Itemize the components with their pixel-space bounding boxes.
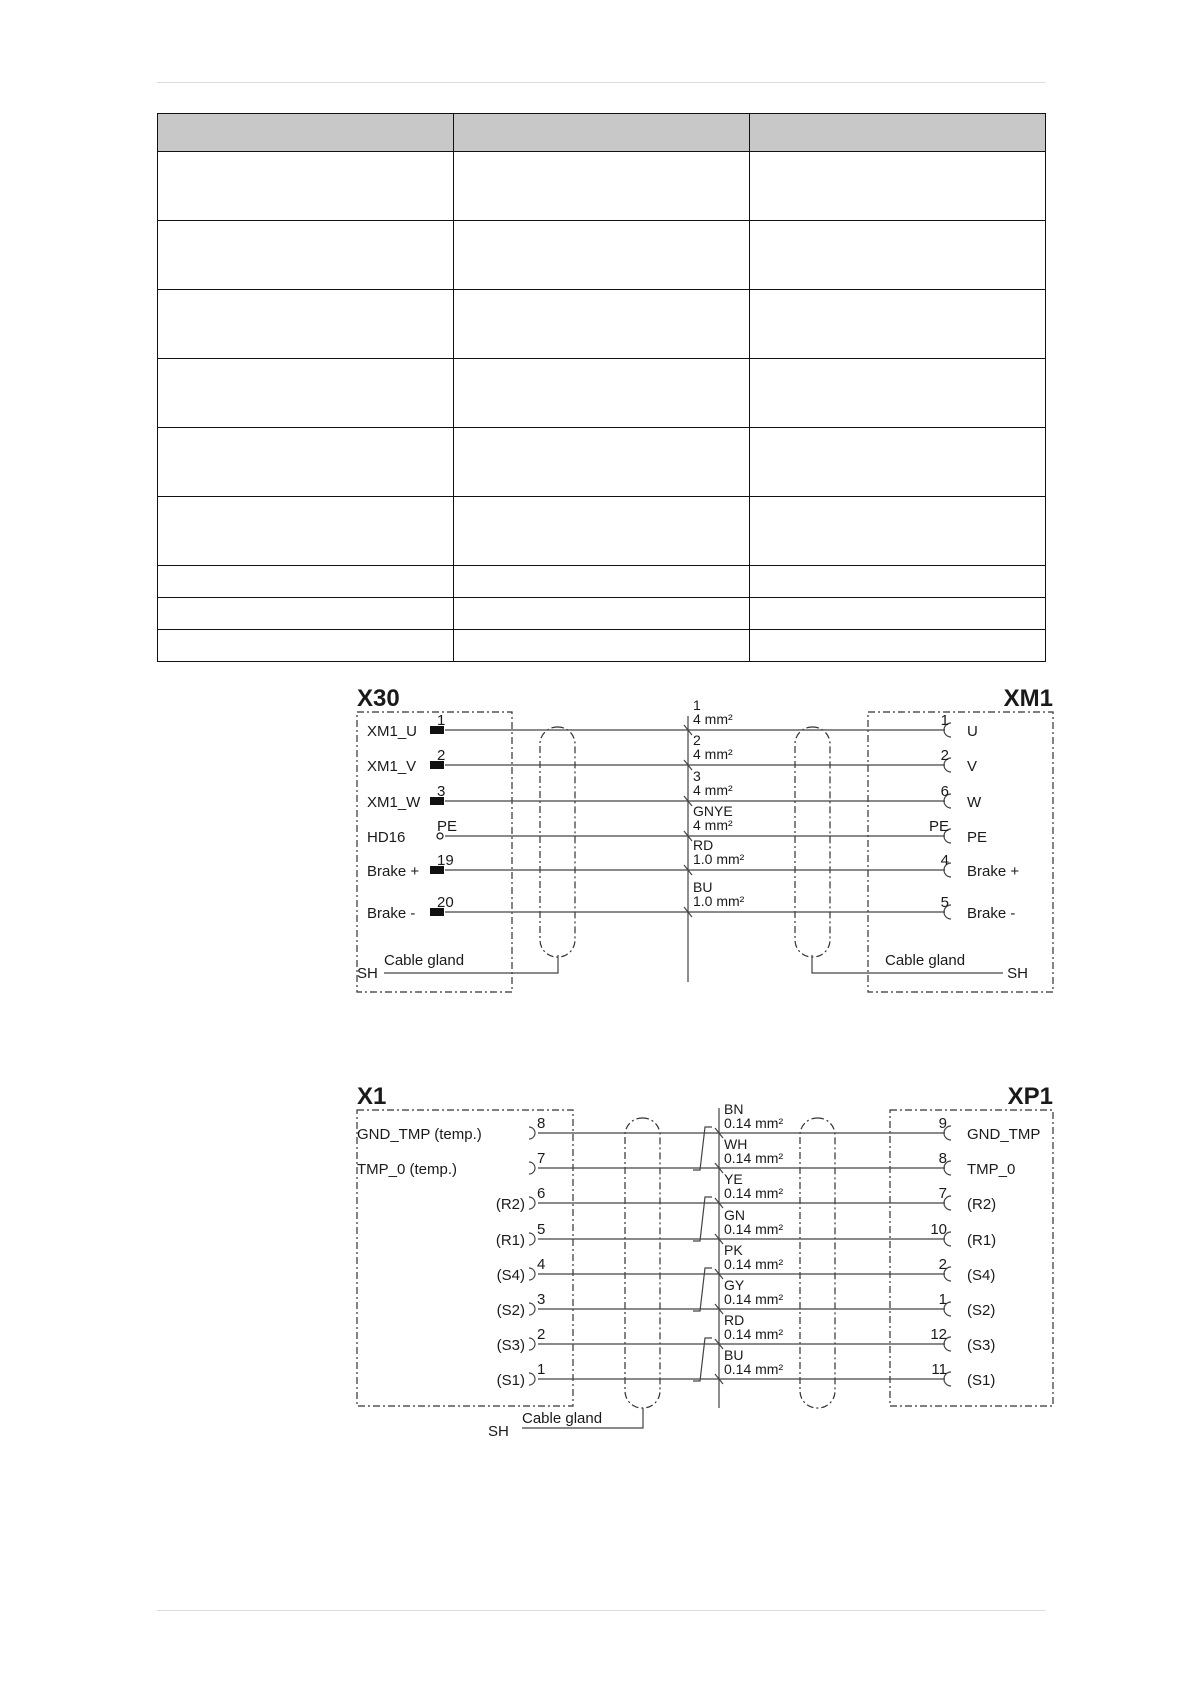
shield-label-right: SH [1007, 965, 1028, 982]
left-pin-number: 3 [437, 783, 446, 800]
right-pin-number: 7 [938, 1185, 947, 1202]
wire-id-label: 3 [693, 768, 701, 784]
right-connector-frame [868, 712, 1053, 992]
shield-label: SH [488, 1423, 509, 1440]
shield-left [540, 727, 575, 957]
table-row [158, 428, 1046, 497]
table-cell [158, 497, 454, 566]
table-cell [454, 359, 750, 428]
table-cell [158, 290, 454, 359]
data-table [157, 113, 1046, 662]
right-pin-number: 11 [931, 1361, 947, 1378]
table-cell [454, 152, 750, 221]
right-pin-number: 5 [940, 894, 949, 911]
left-signal-label: (S4) [496, 1267, 525, 1284]
left-signal-label: XM1_U [367, 723, 418, 740]
left-signal-label: HD16 [367, 829, 406, 846]
right-pin-number: 8 [938, 1150, 947, 1167]
left-pin-number: 8 [537, 1115, 546, 1132]
wire-section-label: 0.14 mm² [724, 1256, 784, 1272]
wire-section-label: 0.14 mm² [724, 1221, 784, 1237]
table-cell [158, 221, 454, 290]
right-pin-number: 2 [940, 747, 949, 764]
right-connector-title: XP1 [1007, 1083, 1053, 1110]
right-signal-label: (S2) [967, 1302, 996, 1319]
wire-id-label: PK [724, 1242, 743, 1258]
shield-label-left: SH [357, 965, 378, 982]
wire-id-label: 2 [693, 732, 701, 748]
cable-gland-label-right: Cable gland [885, 952, 966, 969]
wire-section-label: 1.0 mm² [693, 851, 745, 867]
wire-section-label: 1.0 mm² [693, 893, 745, 909]
left-signal-label: XM1_V [367, 758, 417, 775]
right-signal-label: U [967, 723, 978, 740]
wire-id-label: RD [724, 1312, 745, 1328]
left-signal-label: TMP_0 (temp.) [357, 1161, 458, 1178]
wire-id-label: BU [693, 879, 713, 895]
left-signal-label: Brake + [367, 863, 420, 880]
header-cell [750, 114, 1046, 152]
wire-section-label: 4 mm² [693, 782, 733, 798]
right-signal-label: (S1) [967, 1372, 996, 1389]
pin-terminal-icon [529, 1233, 535, 1245]
right-pin-number: 4 [940, 852, 949, 869]
left-connector-title: X1 [357, 1083, 387, 1110]
wire-section-label: 0.14 mm² [724, 1291, 784, 1307]
left-signal-label: XM1_W [367, 794, 421, 811]
table-cell [454, 290, 750, 359]
table-row [158, 152, 1046, 221]
table-cell [158, 630, 454, 662]
shield-right [795, 727, 830, 957]
wire-section-label: 0.14 mm² [724, 1326, 784, 1342]
wire-section-label: 0.14 mm² [724, 1150, 784, 1166]
table-cell [750, 359, 1046, 428]
table-cell [158, 566, 454, 598]
left-signal-label: (R2) [495, 1196, 525, 1213]
left-pin-number: 19 [437, 852, 454, 869]
right-signal-label: Brake - [967, 905, 1016, 922]
right-signal-label: V [967, 758, 978, 775]
right-pin-number: 1 [940, 712, 949, 729]
left-pin-number: 4 [537, 1256, 546, 1273]
right-connector-title: XM1 [1003, 685, 1053, 712]
wire-section-label: 0.14 mm² [724, 1185, 784, 1201]
wire-id-label: BN [724, 1101, 744, 1117]
left-signal-label: (S1) [496, 1372, 525, 1389]
header-cell [454, 114, 750, 152]
table-cell [750, 497, 1046, 566]
left-pin-number: 20 [437, 894, 454, 911]
left-pin-number: 1 [437, 712, 446, 729]
shield-left [625, 1118, 660, 1408]
left-signal-label: (S2) [496, 1302, 525, 1319]
right-signal-label: (S3) [967, 1337, 996, 1354]
left-signal-label: (S3) [496, 1337, 525, 1354]
table-row [158, 221, 1046, 290]
right-pin-number: 9 [938, 1115, 947, 1132]
right-signal-label: (S4) [967, 1267, 996, 1284]
pin-terminal-icon [529, 1162, 535, 1174]
wire-id-label: BU [724, 1347, 744, 1363]
signal-cable-wiring-diagram [355, 1078, 1055, 1458]
wire-id-label: YE [724, 1171, 743, 1187]
table-cell [454, 221, 750, 290]
table-row [158, 630, 1046, 662]
table-cell [454, 428, 750, 497]
right-pin-number: 1 [938, 1291, 947, 1308]
table-cell [454, 497, 750, 566]
left-pin-number: 2 [437, 747, 446, 764]
right-signal-label: (R1) [967, 1232, 997, 1249]
right-signal-label: Brake + [967, 863, 1020, 880]
table-row [158, 497, 1046, 566]
left-connector-frame [357, 712, 512, 992]
wire-section-label: 0.14 mm² [724, 1115, 784, 1131]
right-signal-label: W [967, 794, 982, 811]
wire-id-label: 1 [693, 697, 701, 713]
table-row [158, 359, 1046, 428]
pin-terminal-icon [529, 1127, 535, 1139]
pin-terminal-icon [529, 1197, 535, 1209]
top-rule [157, 82, 1045, 83]
right-connector-frame [890, 1110, 1053, 1406]
left-pin-number: 3 [537, 1291, 546, 1308]
table-cell [750, 428, 1046, 497]
pin-terminal-icon [529, 1268, 535, 1280]
cable-gland-label-left: Cable gland [384, 952, 465, 969]
right-pin-number: 2 [938, 1256, 947, 1273]
pin-terminal-icon [529, 1373, 535, 1385]
left-connector-title: X30 [357, 685, 400, 712]
table-cell [454, 566, 750, 598]
left-signal-label: GND_TMP (temp.) [357, 1126, 482, 1143]
wire-section-label: 4 mm² [693, 817, 733, 833]
table-row [158, 566, 1046, 598]
table-cell [750, 566, 1046, 598]
wire-id-label: RD [693, 837, 714, 853]
header-cell [158, 114, 454, 152]
right-signal-label: GND_TMP [967, 1126, 1041, 1143]
table-header-row [158, 114, 1046, 152]
table-row [158, 290, 1046, 359]
left-signal-label: Brake - [367, 905, 416, 922]
table-cell [750, 152, 1046, 221]
right-pin-number: 12 [930, 1326, 947, 1343]
right-signal-label: PE [967, 829, 988, 846]
wire-id-label: GN [724, 1207, 745, 1223]
table-cell [750, 630, 1046, 662]
table-cell [750, 290, 1046, 359]
right-pin-number: 10 [930, 1221, 947, 1238]
table-row [158, 598, 1046, 630]
pin-terminal-icon [529, 1338, 535, 1350]
left-pin-number: 5 [537, 1221, 546, 1238]
right-signal-label: (R2) [967, 1196, 997, 1213]
wire-section-label: 4 mm² [693, 711, 733, 727]
left-pin-number: PE [437, 818, 458, 835]
wire-section-label: 4 mm² [693, 746, 733, 762]
table-cell [750, 598, 1046, 630]
right-pin-number: PE [928, 818, 949, 835]
table-cell [750, 221, 1046, 290]
pin-terminal-icon [529, 1303, 535, 1315]
wire-id-label: GNYE [693, 803, 733, 819]
left-signal-label: (R1) [495, 1232, 525, 1249]
table-cell [158, 598, 454, 630]
table-cell [158, 152, 454, 221]
table-cell [454, 630, 750, 662]
wire-id-label: WH [724, 1136, 748, 1152]
left-pin-number: 6 [537, 1185, 546, 1202]
left-pin-number: 2 [537, 1326, 546, 1343]
cable-gland-label: Cable gland [522, 1410, 603, 1427]
table-cell [158, 428, 454, 497]
wire-section-label: 0.14 mm² [724, 1361, 784, 1377]
table-cell [158, 359, 454, 428]
right-pin-number: 6 [940, 783, 949, 800]
right-signal-label: TMP_0 [967, 1161, 1016, 1178]
left-pin-number: 7 [537, 1150, 546, 1167]
wire-id-label: GY [724, 1277, 745, 1293]
power-cable-wiring-diagram [355, 680, 1055, 1000]
bottom-rule [157, 1610, 1045, 1611]
shield-right [800, 1118, 835, 1408]
table-cell [454, 598, 750, 630]
left-pin-number: 1 [537, 1361, 546, 1378]
